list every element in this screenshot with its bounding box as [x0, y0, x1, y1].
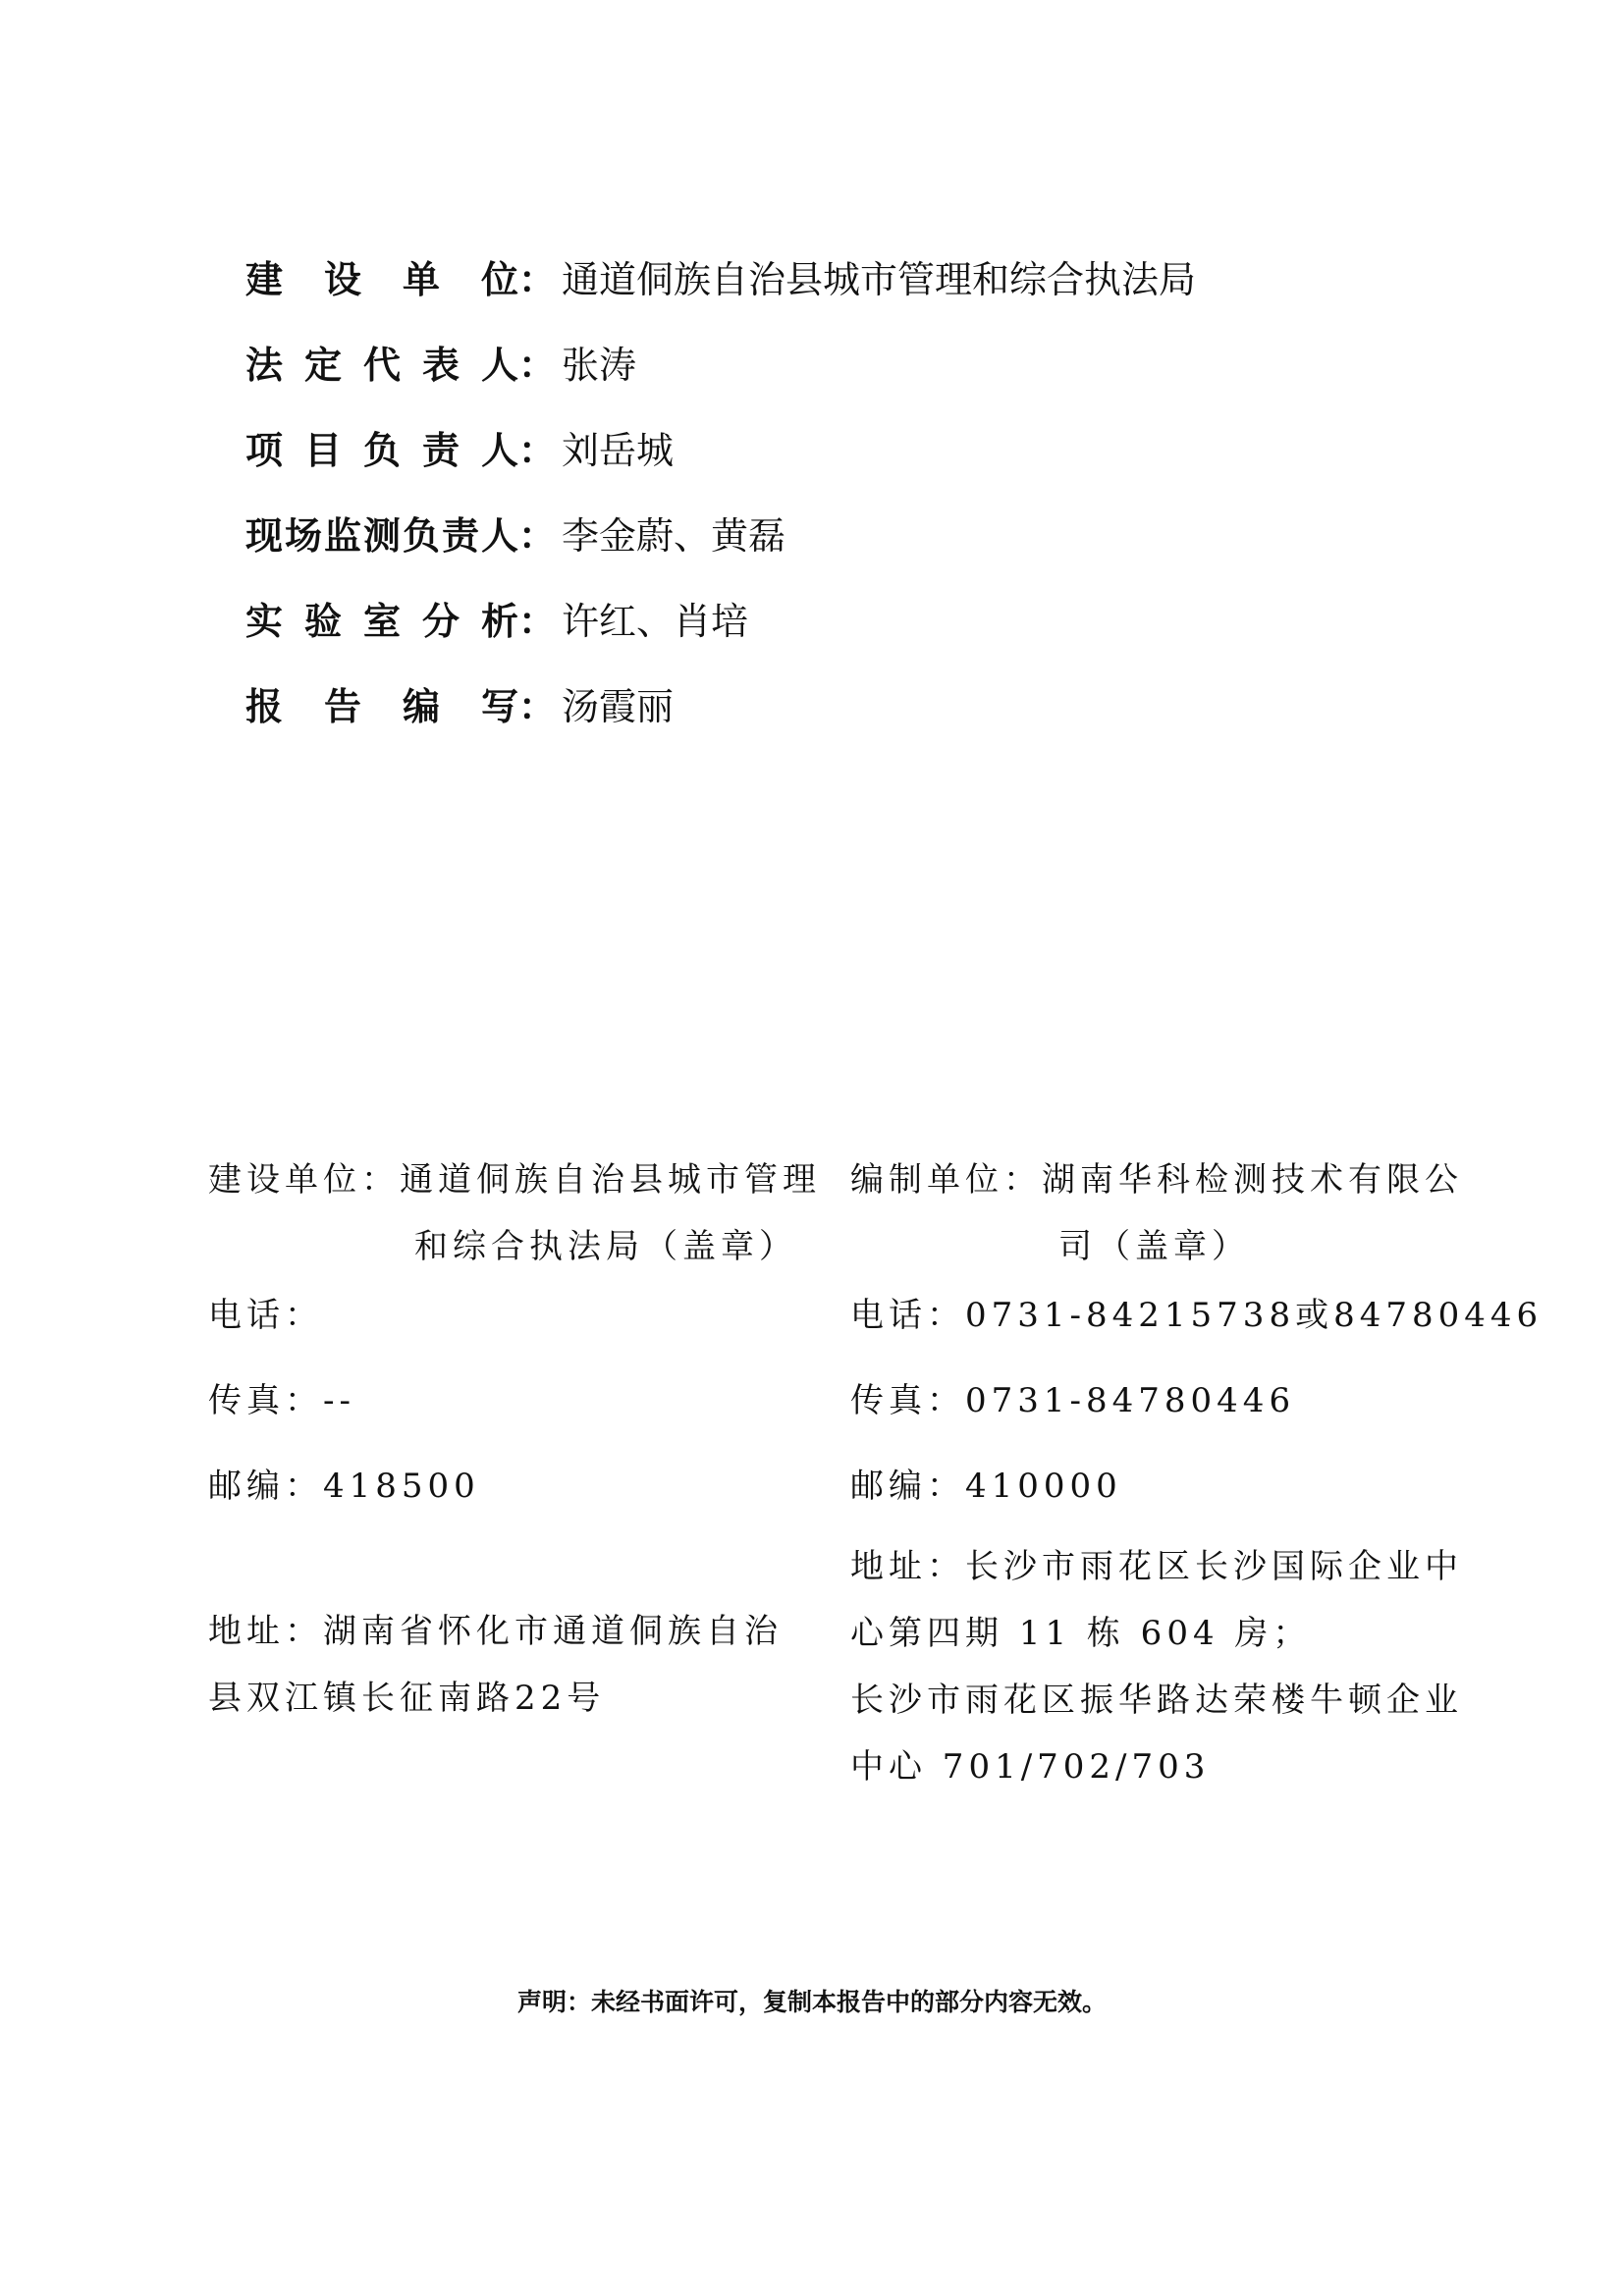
construction-fax: 传真：--: [208, 1381, 355, 1420]
construction-unit-name-cont: 和综合执法局（盖章）: [414, 1227, 797, 1266]
construction-address: 地址：湖南省怀化市通道侗族自治: [208, 1612, 783, 1651]
compiling-unit-name-cont: 司（盖章）: [1058, 1227, 1250, 1266]
compiling-address: 地址：长沙市雨花区长沙国际企业中: [850, 1547, 1463, 1586]
info-colon: ：: [518, 258, 557, 301]
construction-phone: 电话：: [208, 1296, 323, 1335]
compiling-unit-name: 编制单位：湖南华科检测技术有限公: [850, 1160, 1463, 1200]
info-label: 法定代表人: [245, 344, 518, 387]
info-label: 项目负责人: [245, 429, 518, 472]
construction-postcode: 邮编：418500: [208, 1467, 480, 1506]
info-row-legal-representative: [245, 336, 1196, 421]
info-colon: ：: [518, 685, 557, 728]
info-label: 实验室分析: [245, 600, 518, 643]
compiling-address-2: 长沙市雨花区振华路达荣楼牛顿企业: [850, 1681, 1463, 1720]
info-label: 报告编写: [245, 685, 518, 728]
info-value: 李金蔚、黄磊: [562, 514, 786, 558]
info-value: 张涛: [562, 344, 637, 387]
info-row-report-writer: [245, 677, 1196, 763]
info-colon: ：: [518, 344, 557, 387]
compiling-address-cont: 心第四期 11 栋 604 房；: [850, 1614, 1312, 1653]
compiling-fax: 传真：0731-84780446: [850, 1381, 1296, 1420]
report-personnel-block: [245, 250, 1196, 763]
info-colon: ：: [518, 600, 557, 643]
disclaimer-notice: 声明：未经书面许可，复制本报告中的部分内容无效。: [516, 1988, 1107, 2016]
info-value: 汤霞丽: [562, 685, 675, 728]
compiling-phone: 电话：0731-84215738或84780446: [850, 1296, 1543, 1335]
construction-address-cont: 县双江镇长征南路22号: [208, 1679, 606, 1718]
compiling-postcode: 邮编：410000: [850, 1467, 1122, 1506]
info-row-construction-unit: [245, 250, 1196, 336]
compiling-address-2-cont: 中心 701/702/703: [850, 1747, 1211, 1787]
info-row-project-leader: [245, 421, 1196, 507]
info-value: 刘岳城: [562, 429, 675, 472]
info-colon: ：: [518, 514, 557, 558]
info-label: 建设单位: [245, 258, 518, 301]
info-value: 通道侗族自治县城市管理和综合执法局: [562, 258, 1197, 301]
info-colon: ：: [518, 429, 557, 472]
info-label: 现场监测负责人: [245, 514, 518, 558]
info-row-lab-analysis: [245, 592, 1196, 677]
construction-unit-name: 建设单位：通道侗族自治县城市管理: [208, 1160, 821, 1200]
info-value: 许红、肖培: [562, 600, 749, 643]
info-row-field-monitoring-leader: [245, 507, 1196, 592]
